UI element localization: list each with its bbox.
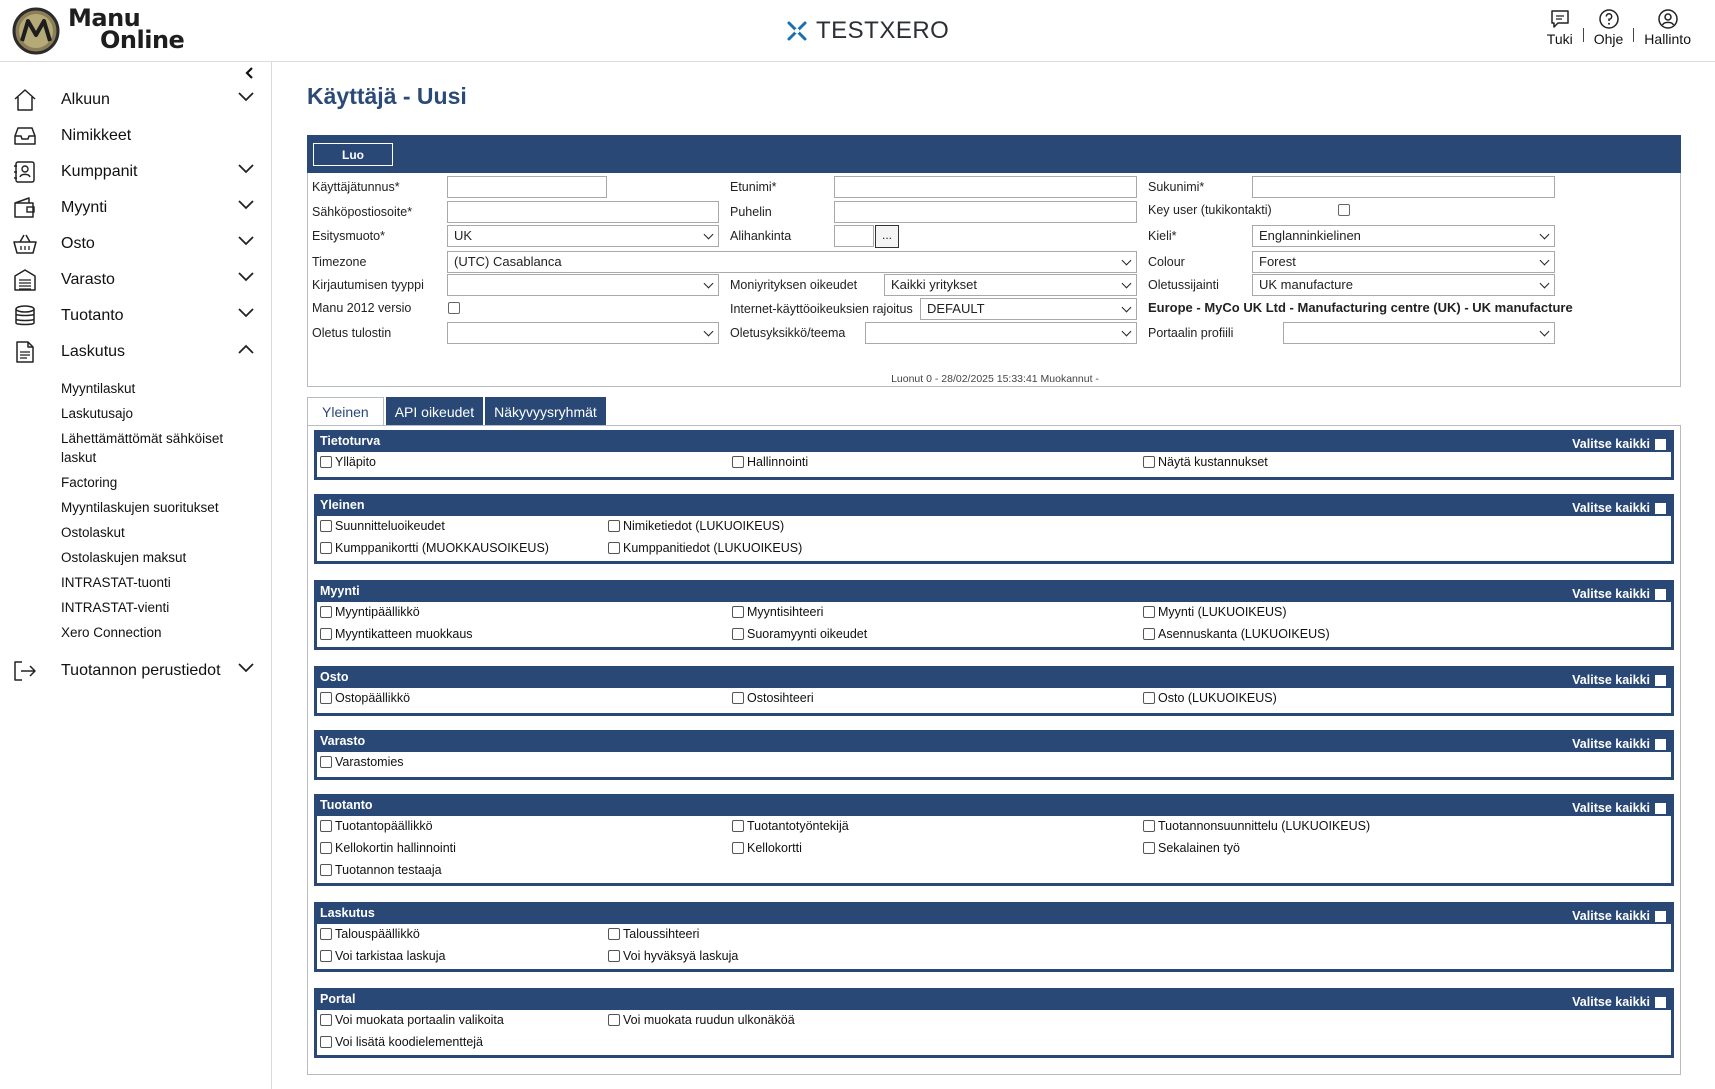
section-title: Laskutus xyxy=(320,906,375,920)
permission-label: Voi muokata portaalin valikoita xyxy=(335,1013,504,1027)
checkbox[interactable] xyxy=(608,928,620,940)
checkbox[interactable] xyxy=(320,456,332,468)
chevron-down-icon[interactable] xyxy=(238,308,254,318)
brand-name: TESTXERO xyxy=(816,17,950,44)
section-title: Varasto xyxy=(320,734,366,748)
email-input[interactable] xyxy=(447,201,719,223)
permission-checkbox[interactable] xyxy=(732,455,808,469)
checkbox[interactable] xyxy=(320,542,332,554)
laskutus-submenu xyxy=(0,376,272,645)
permission-label: Varastomies xyxy=(335,755,404,769)
permission-section-varasto xyxy=(314,730,1674,780)
sidebar xyxy=(0,62,272,1089)
checkbox[interactable] xyxy=(320,820,332,832)
select-all-toggle[interactable] xyxy=(1572,587,1666,601)
manu-online-logo[interactable] xyxy=(12,4,212,57)
default-unit-select[interactable] xyxy=(865,322,1137,344)
permission-label: Tuotantotyöntekijä xyxy=(747,819,849,833)
username-label: Käyttäjätunnus* xyxy=(312,180,400,194)
checkbox[interactable] xyxy=(320,692,332,704)
chevron-down-icon[interactable] xyxy=(238,236,254,246)
phone-input[interactable] xyxy=(834,201,1137,223)
permission-label: Voi tarkistaa laskuja xyxy=(335,949,446,963)
page-title: Käyttäjä - Uusi xyxy=(307,83,467,109)
default-location-label: Oletussijainti xyxy=(1148,278,1219,292)
user-icon xyxy=(1657,8,1679,30)
checkbox[interactable] xyxy=(320,950,332,962)
permission-label: Asennuskanta (LUKUOIKEUS) xyxy=(1158,627,1330,641)
permission-label: Myynti (LUKUOIKEUS) xyxy=(1158,605,1287,619)
firstname-input[interactable] xyxy=(834,176,1137,198)
checkbox[interactable] xyxy=(732,842,744,854)
permission-checkbox[interactable] xyxy=(732,605,823,619)
display-format-select[interactable]: UK xyxy=(447,225,719,247)
manu2012-label: Manu 2012 versio xyxy=(312,301,412,315)
top-actions xyxy=(1537,8,1701,47)
submenu-item[interactable]: Myyntilaskujen suoritukset xyxy=(61,500,219,515)
permission-checkbox[interactable] xyxy=(732,691,814,705)
checkbox[interactable] xyxy=(608,950,620,962)
nav-item-osto[interactable] xyxy=(0,226,272,262)
admin-button[interactable] xyxy=(1634,8,1701,47)
nav-item-tuotanto[interactable] xyxy=(0,298,272,334)
record-meta: Luonut 0 - 28/02/2025 15:33:41 Muokannut - xyxy=(891,373,1099,385)
permission-checkbox[interactable] xyxy=(320,605,420,619)
top-bar xyxy=(0,0,1715,62)
admin-label: Hallinto xyxy=(1644,31,1691,47)
checkbox[interactable] xyxy=(320,1036,332,1048)
select-all-checkbox[interactable] xyxy=(1655,589,1666,600)
help-icon xyxy=(1598,8,1620,30)
select-all-label: Valitse kaikki xyxy=(1572,587,1650,601)
permission-label: Myyntipäällikkö xyxy=(335,605,420,619)
permission-label: Suunnitteluoikeudet xyxy=(335,519,445,533)
permission-checkbox[interactable] xyxy=(608,519,784,533)
language-label: Kieli* xyxy=(1148,229,1177,243)
permission-checkbox[interactable] xyxy=(1143,455,1268,469)
internet-restriction-label: Internet-käyttöoikeuksien rajoitus xyxy=(730,302,913,316)
internet-restriction-select[interactable]: DEFAULT xyxy=(920,298,1137,320)
home-icon xyxy=(12,88,38,112)
portal-profile-select[interactable] xyxy=(1283,322,1555,344)
permission-checkbox[interactable] xyxy=(320,949,445,963)
colour-label: Colour xyxy=(1148,255,1185,269)
tab-nakyvyysryhmat[interactable]: Näkyvyysryhmät xyxy=(485,397,606,426)
subcontract-lookup-button[interactable]: ... xyxy=(875,225,899,248)
nav-label: Kumppanit xyxy=(61,163,138,180)
subcontract-label: Alihankinta xyxy=(730,229,792,243)
inbox-icon xyxy=(12,124,38,148)
permission-checkbox[interactable] xyxy=(320,691,410,705)
multicompany-label: Moniyrityksen oikeudet xyxy=(730,278,858,292)
permission-section-portal xyxy=(314,988,1674,1058)
permission-label: Voi muokata ruudun ulkonäköä xyxy=(623,1013,795,1027)
keyuser-checkbox[interactable] xyxy=(1338,204,1350,216)
subcontract-input[interactable] xyxy=(834,225,874,247)
portal-profile-label: Portaalin profiili xyxy=(1148,326,1234,340)
nav-label: Laskutus xyxy=(61,343,126,360)
permission-checkbox[interactable] xyxy=(732,841,802,855)
checkbox[interactable] xyxy=(320,520,332,532)
document-icon xyxy=(12,340,38,364)
chevron-down-icon[interactable] xyxy=(238,92,254,102)
multicompany-select[interactable]: Kaikki yritykset xyxy=(884,274,1137,296)
select-all-toggle[interactable] xyxy=(1572,909,1666,923)
logo-text xyxy=(68,4,185,54)
phone-label: Puhelin xyxy=(730,205,772,219)
warehouse-icon xyxy=(12,268,38,292)
checkbox[interactable] xyxy=(608,542,620,554)
chevron-down-icon[interactable] xyxy=(238,272,254,282)
login-type-label: Kirjautumisen tyyppi xyxy=(312,278,424,292)
permission-section-myynti xyxy=(314,580,1674,650)
basket-icon xyxy=(12,232,38,256)
permission-checkbox[interactable] xyxy=(732,819,849,833)
checkbox[interactable] xyxy=(320,842,332,854)
permission-label: Myyntikatteen muokkaus xyxy=(335,627,473,641)
username-input[interactable] xyxy=(447,176,607,198)
select-all-toggle[interactable] xyxy=(1572,737,1666,751)
firstname-label: Etunimi* xyxy=(730,180,777,194)
checkbox[interactable] xyxy=(1143,628,1155,640)
nav-item-tuotannon-perustiedot[interactable] xyxy=(0,653,272,689)
section-header xyxy=(314,902,1674,924)
select-all-toggle[interactable] xyxy=(1572,995,1666,1009)
permission-label: Näytä kustannukset xyxy=(1158,455,1268,469)
permission-section-tuotanto xyxy=(314,794,1674,886)
chat-icon xyxy=(1549,8,1571,30)
permission-checkbox[interactable] xyxy=(320,863,442,877)
tab-yleinen[interactable]: Yleinen xyxy=(307,397,384,426)
section-header xyxy=(314,988,1674,1010)
select-all-checkbox[interactable] xyxy=(1655,803,1666,814)
chevron-up-icon[interactable] xyxy=(238,344,254,354)
permission-checkbox[interactable] xyxy=(320,1013,504,1027)
checkbox[interactable] xyxy=(320,864,332,876)
user-form xyxy=(307,173,1681,387)
submenu-item[interactable]: Myyntilaskut xyxy=(61,381,136,396)
display-format-label: Esitysmuoto* xyxy=(312,229,385,243)
checkbox[interactable] xyxy=(1143,842,1155,854)
permission-checkbox[interactable] xyxy=(1143,819,1370,833)
permission-checkbox[interactable] xyxy=(608,949,738,963)
chevron-down-icon[interactable] xyxy=(238,200,254,210)
select-all-toggle[interactable] xyxy=(1572,673,1666,687)
checkbox[interactable] xyxy=(732,692,744,704)
select-all-toggle[interactable] xyxy=(1572,501,1666,515)
submenu-item[interactable]: Lähettämättömät sähköiset laskut xyxy=(61,431,224,465)
checkbox[interactable] xyxy=(1143,692,1155,704)
checkbox[interactable] xyxy=(1143,820,1155,832)
permission-label: Tuotannon testaaja xyxy=(335,863,442,877)
permission-checkbox[interactable] xyxy=(320,1035,483,1049)
submenu-item[interactable]: Laskutusajo xyxy=(61,406,134,421)
email-label: Sähköpostiosoite* xyxy=(312,205,413,219)
language-select[interactable]: Englanninkielinen xyxy=(1252,225,1555,247)
permission-label: Myyntisihteeri xyxy=(747,605,824,619)
checkbox[interactable] xyxy=(320,606,332,618)
checkbox[interactable] xyxy=(320,756,332,768)
checkbox[interactable] xyxy=(320,1014,332,1026)
collapse-sidebar-icon[interactable] xyxy=(245,66,255,82)
form-toolbar xyxy=(307,135,1681,173)
permission-label: Ostopäällikkö xyxy=(335,691,411,705)
checkbox[interactable] xyxy=(732,628,744,640)
lastname-label: Sukunimi* xyxy=(1148,180,1205,194)
database-icon xyxy=(12,304,38,328)
permission-checkbox[interactable] xyxy=(1143,605,1287,619)
permission-checkbox[interactable] xyxy=(1143,627,1330,641)
chevron-down-icon[interactable] xyxy=(238,663,254,673)
nav-item-alkuun[interactable] xyxy=(0,82,272,118)
checkbox[interactable] xyxy=(1143,606,1155,618)
lastname-input[interactable] xyxy=(1252,176,1555,198)
checkbox[interactable] xyxy=(732,606,744,618)
nav-label: Tuotannon perustiedot xyxy=(61,662,221,679)
create-button[interactable]: Luo xyxy=(313,143,393,166)
permission-label: Kellokortin hallinnointi xyxy=(335,841,456,855)
help-label: Ohje xyxy=(1593,31,1624,47)
timezone-label: Timezone xyxy=(312,255,367,269)
permission-label: Kumppanitiedot (LUKUOIKEUS) xyxy=(623,541,803,555)
select-all-label: Valitse kaikki xyxy=(1572,673,1650,687)
nav-item-varasto[interactable] xyxy=(0,262,272,298)
logout-icon xyxy=(12,659,38,683)
section-header xyxy=(314,666,1674,688)
xero-cross-icon xyxy=(786,20,808,42)
submenu-item[interactable]: INTRASTAT-tuonti xyxy=(61,575,171,590)
section-title: Portal xyxy=(320,992,356,1006)
permission-checkbox[interactable] xyxy=(608,1013,795,1027)
select-all-label: Valitse kaikki xyxy=(1572,437,1650,451)
submenu-item[interactable]: Ostolaskujen maksut xyxy=(61,550,187,565)
submenu-item[interactable]: INTRASTAT-vienti xyxy=(61,600,170,615)
select-all-label: Valitse kaikki xyxy=(1572,801,1650,815)
section-header xyxy=(314,580,1674,602)
permission-label: Hallinnointi xyxy=(747,455,809,469)
submenu-item[interactable]: Factoring xyxy=(61,475,118,490)
tab-bar xyxy=(307,397,608,426)
nav-label: Alkuun xyxy=(61,91,110,108)
permission-checkbox[interactable] xyxy=(320,519,445,533)
permission-label: Voi hyväksyä laskuja xyxy=(623,949,739,963)
section-title: Yleinen xyxy=(320,498,365,512)
permission-label: Ostosihteeri xyxy=(747,691,814,705)
permission-checkbox[interactable] xyxy=(608,927,699,941)
permission-checkbox[interactable] xyxy=(320,819,433,833)
select-all-label: Valitse kaikki xyxy=(1572,995,1650,1009)
nav-item-kumppanit[interactable] xyxy=(0,154,272,190)
permission-label: Taloussihteeri xyxy=(623,927,700,941)
location-path: Europe - MyCo UK Ltd - Manufacturing centre (UK) - UK manufacture xyxy=(1148,300,1573,315)
permission-checkbox[interactable] xyxy=(320,541,549,555)
timezone-select[interactable]: (UTC) Casablanca xyxy=(447,251,1137,273)
checkbox[interactable] xyxy=(1143,456,1155,468)
permission-checkbox[interactable] xyxy=(320,455,376,469)
select-all-checkbox[interactable] xyxy=(1655,439,1666,450)
default-printer-select[interactable] xyxy=(447,322,719,344)
nav-item-laskutus[interactable] xyxy=(0,334,272,370)
wallet-icon xyxy=(12,196,38,220)
permission-label: Sekalainen työ xyxy=(1158,841,1241,855)
login-type-select[interactable] xyxy=(447,274,719,296)
permission-label: Kumppanikortti (MUOKKAUSOIKEUS) xyxy=(335,541,549,555)
select-all-toggle[interactable] xyxy=(1572,801,1666,815)
manu2012-checkbox[interactable] xyxy=(448,302,460,314)
permission-checkbox[interactable] xyxy=(608,541,802,555)
checkbox[interactable] xyxy=(320,628,332,640)
chevron-down-icon[interactable] xyxy=(238,164,254,174)
checkbox[interactable] xyxy=(320,928,332,940)
section-title: Myynti xyxy=(320,584,360,598)
permission-label: Talouspäällikkö xyxy=(335,927,420,941)
select-all-toggle[interactable] xyxy=(1572,437,1666,451)
checkbox[interactable] xyxy=(608,1014,620,1026)
keyuser-label: Key user (tukikontakti) xyxy=(1148,203,1272,217)
section-title: Tietoturva xyxy=(320,434,381,448)
permission-label: Nimiketiedot (LUKUOIKEUS) xyxy=(623,519,785,533)
nav-label: Myynti xyxy=(61,199,108,216)
section-header xyxy=(314,494,1674,516)
select-all-checkbox[interactable] xyxy=(1655,675,1666,686)
permission-section-laskutus xyxy=(314,902,1674,972)
main-nav xyxy=(0,82,272,689)
nav-label: Nimikkeet xyxy=(61,127,132,144)
checkbox[interactable] xyxy=(732,456,744,468)
select-all-checkbox[interactable] xyxy=(1655,911,1666,922)
logo-line-1: Manu xyxy=(68,4,141,32)
checkbox[interactable] xyxy=(608,520,620,532)
permission-checkbox[interactable] xyxy=(732,627,867,641)
support-button[interactable] xyxy=(1537,8,1583,47)
nav-label: Osto xyxy=(61,235,95,252)
nav-item-nimikkeet[interactable] xyxy=(0,118,272,154)
support-label: Tuki xyxy=(1546,31,1573,47)
permission-checkbox[interactable] xyxy=(1143,841,1240,855)
contacts-icon xyxy=(12,160,38,184)
section-title: Tuotanto xyxy=(320,798,373,812)
default-location-select[interactable]: UK manufacture xyxy=(1252,274,1555,296)
section-header xyxy=(314,430,1674,452)
default-printer-label: Oletus tulostin xyxy=(312,326,392,340)
tab-panel-yleinen xyxy=(307,425,1681,1075)
permission-section-yleinen xyxy=(314,494,1674,564)
select-all-checkbox[interactable] xyxy=(1655,997,1666,1008)
permission-label: Tuotannonsuunnittelu (LUKUOIKEUS) xyxy=(1158,819,1371,833)
submenu-item[interactable]: Xero Connection xyxy=(61,625,162,640)
submenu-item[interactable]: Ostolaskut xyxy=(61,525,125,540)
main-content xyxy=(273,62,1715,1089)
permission-checkbox[interactable] xyxy=(320,927,420,941)
tab-api-oikeudet[interactable]: API oikeudet xyxy=(386,397,483,426)
section-title: Osto xyxy=(320,670,349,684)
permission-label: Suoramyynti oikeudet xyxy=(747,627,868,641)
permission-label: Ylläpito xyxy=(335,455,376,469)
logo-mark-icon xyxy=(12,7,60,55)
permission-section-tietoturva xyxy=(314,430,1674,480)
permission-checkbox[interactable] xyxy=(1143,691,1277,705)
colour-select[interactable]: Forest xyxy=(1252,251,1555,273)
permission-label: Osto (LUKUOIKEUS) xyxy=(1158,691,1277,705)
permission-checkbox[interactable] xyxy=(320,755,404,769)
help-button[interactable] xyxy=(1584,8,1634,47)
select-all-checkbox[interactable] xyxy=(1655,739,1666,750)
permission-label: Kellokortti xyxy=(747,841,802,855)
company-brand xyxy=(786,16,949,46)
permission-label: Voi lisätä koodielementtejä xyxy=(335,1035,484,1049)
section-header xyxy=(314,730,1674,752)
select-all-label: Valitse kaikki xyxy=(1572,737,1650,751)
nav-label: Tuotanto xyxy=(61,307,124,324)
default-unit-label: Oletusyksikkö/teema xyxy=(730,326,846,340)
permission-checkbox[interactable] xyxy=(320,627,473,641)
nav-label: Varasto xyxy=(61,271,115,288)
checkbox[interactable] xyxy=(732,820,744,832)
nav-item-myynti[interactable] xyxy=(0,190,272,226)
permission-section-osto xyxy=(314,666,1674,716)
logo-line-2: Online xyxy=(100,26,185,54)
permission-label: Tuotantopäällikkö xyxy=(335,819,433,833)
permission-checkbox[interactable] xyxy=(320,841,456,855)
select-all-checkbox[interactable] xyxy=(1655,503,1666,514)
select-all-label: Valitse kaikki xyxy=(1572,909,1650,923)
section-header xyxy=(314,794,1674,816)
select-all-label: Valitse kaikki xyxy=(1572,501,1650,515)
